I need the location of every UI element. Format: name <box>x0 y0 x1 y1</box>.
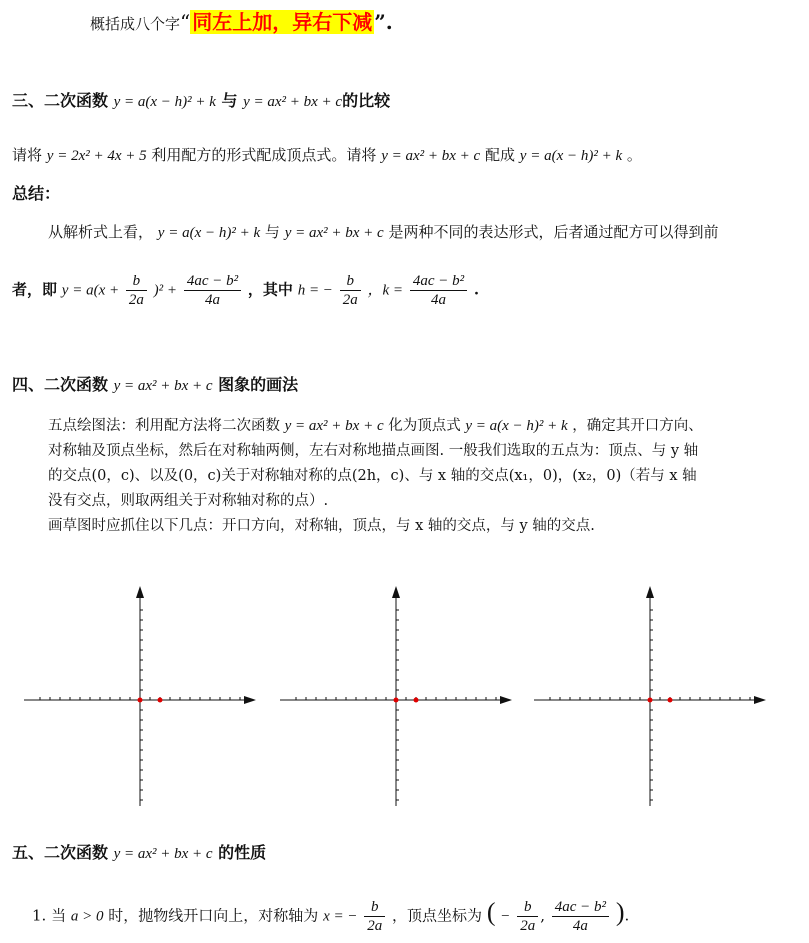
p1-a: 五点绘图法：利用配方法将二次函数 <box>48 418 280 434</box>
line2-formula-a: y = a(x + <box>61 282 120 299</box>
section5-title-suffix: 的性质 <box>218 843 267 862</box>
p1-f1: y = ax² + bx + c <box>284 418 384 434</box>
frac-k2-den: 4a <box>430 292 446 308</box>
line2-prefix: 者，即 <box>12 280 58 299</box>
summary-text2: 与 <box>264 223 280 241</box>
task-text3: 配成 <box>485 146 516 164</box>
axis-diagram-1 <box>20 582 260 810</box>
line2-end: . <box>473 280 480 299</box>
section4-title-prefix: 四、二次函数 <box>12 375 109 394</box>
summary-formula2: y = ax² + bx + c <box>284 225 384 241</box>
summary-line1 <box>48 222 719 243</box>
x-axis-arrow <box>244 696 256 704</box>
summary-formula1: y = a(x − h)² + k <box>157 225 261 241</box>
section4-formula: y = ax² + bx + c <box>113 378 213 394</box>
x-axis-arrow <box>500 696 512 704</box>
section3-title-prefix: 三、二次函数 <box>12 91 109 110</box>
highlight-phrase: 同左上加，异右下减 <box>192 10 373 34</box>
section5-formula: y = ax² + bx + c <box>113 846 213 862</box>
vertex-paren-close: ) <box>615 897 625 927</box>
vertex-paren-open: ( <box>486 897 496 927</box>
section4-title <box>12 374 298 397</box>
origin-point <box>138 698 143 703</box>
unit-point <box>414 698 419 703</box>
y-axis-arrow <box>392 586 400 598</box>
vertex-y-num: 4ac − b² <box>552 898 609 917</box>
vertex-minus: − <box>500 908 511 925</box>
task-text1: 请将 <box>12 146 43 164</box>
item1-cond: a > 0 <box>70 908 104 925</box>
item1-axis: x = − <box>323 908 358 925</box>
summary-text3: 是两种不同的表达形式，后者通过配方可以得到前 <box>388 223 719 241</box>
section4-line5: 画草图时应抓住以下几点：开口方向，对称轴，顶点，与 x 轴的交点，与 y 轴的交点. <box>48 518 595 534</box>
frac-h-den: 2a <box>342 292 358 308</box>
frac-k2-num: 4ac − b² <box>410 272 467 291</box>
unit-point <box>158 698 163 703</box>
task-formula2: y = ax² + bx + c <box>381 148 481 164</box>
summary-title: 总结： <box>12 184 61 203</box>
p1-f2: y = a(x − h)² + k <box>465 418 568 434</box>
item1-frac-axis <box>364 898 385 935</box>
vertex-x-den: 2a <box>520 918 536 934</box>
task-text4: 。 <box>626 146 642 164</box>
vertex-y-den: 4a <box>572 918 588 934</box>
summary-line2 <box>12 272 479 309</box>
vertex-frac-x <box>517 898 538 935</box>
frac-h <box>340 272 361 309</box>
y-axis-arrow <box>646 586 654 598</box>
frac-b-den: 2a <box>128 292 144 308</box>
section3-title-suffix: 的比较 <box>342 91 391 110</box>
axis-diagram-3 <box>530 582 770 810</box>
frac-b-over-2a <box>126 272 147 309</box>
p1-c: ，确定其开口方向、 <box>572 418 703 434</box>
frac-b-num: b <box>126 272 147 291</box>
frac-k-num: 4ac − b² <box>184 272 241 291</box>
quote-open: “ <box>180 10 191 34</box>
section3-formula2: y = ax² + bx + c <box>243 94 343 110</box>
task-formula1: y = 2x² + 4x + 5 <box>46 148 147 164</box>
intro-prefix: 概括成八个字 <box>90 15 181 33</box>
section5-title-prefix: 五、二次函数 <box>12 843 109 862</box>
section5-title <box>12 842 266 865</box>
section4-line4: 没有交点，则取两组关于对称轴对称的点）. <box>48 493 329 509</box>
task-line <box>12 145 642 166</box>
k-eq: ，k = <box>367 282 404 299</box>
section5-item1: 1. 当 a > 0 时，抛物线开口向上，对称轴为 x = − $\frac{b}{2a}$ ，顶点坐标为 ( − $\frac{b}{2a}$ , $\frac{\text{4ac − b²}}{4a}$ ). <box>32 897 630 934</box>
summary-text1: 从解析式上看， <box>48 223 154 241</box>
axis-diagram-2 <box>276 582 516 810</box>
vertex-x-num: b <box>517 898 538 917</box>
vertex-frac-y <box>552 898 609 935</box>
section4-title-suffix: 图象的画法 <box>218 375 299 394</box>
line2-mid: ，其中 <box>247 280 293 299</box>
frac-k <box>184 272 241 309</box>
h-eq: h = − <box>297 282 333 299</box>
frac-k2 <box>410 272 467 309</box>
section3-title-mid: 与 <box>221 91 238 110</box>
item1-axis-num: b <box>364 898 385 917</box>
section3-formula1: y = a(x − h)² + k <box>113 94 216 110</box>
item1-axis-den: 2a <box>367 918 383 934</box>
p1-b: 化为顶点式 <box>388 418 461 434</box>
line2-formula-b: )² + <box>153 282 178 299</box>
origin-point <box>394 698 399 703</box>
origin-point <box>648 698 653 703</box>
item1-c: ，顶点坐标为 <box>392 906 483 925</box>
item1-b: 时，抛物线开口向上，对称轴为 <box>108 906 319 925</box>
task-text2: 利用配方的形式配成顶点式。请将 <box>151 146 377 164</box>
item1-end: . <box>624 906 630 925</box>
item1-a: 1. 当 <box>32 906 67 925</box>
quote-close: ”. <box>374 10 393 34</box>
intro-line <box>90 12 393 34</box>
unit-point <box>668 698 673 703</box>
y-axis-arrow <box>136 586 144 598</box>
frac-k-den: 4a <box>204 292 220 308</box>
section4-line3: 的交点(0，c)、以及(0，c)关于对称轴对称的点(2h，c)、与 x 轴的交点(x₁，0)，(x₂，0)（若与 x 轴 <box>48 468 697 484</box>
section4-line1 <box>48 414 808 439</box>
section4-line2: 对称轴及顶点坐标，然后在对称轴两侧，左右对称地描点画图. 一般我们选取的五点为：顶点、与 y 轴 <box>48 443 699 459</box>
task-formula3: y = a(x − h)² + k <box>519 148 623 164</box>
x-axis-arrow <box>754 696 766 704</box>
section4-body <box>48 414 808 539</box>
section3-title <box>12 90 390 113</box>
frac-h-num: b <box>340 272 361 291</box>
